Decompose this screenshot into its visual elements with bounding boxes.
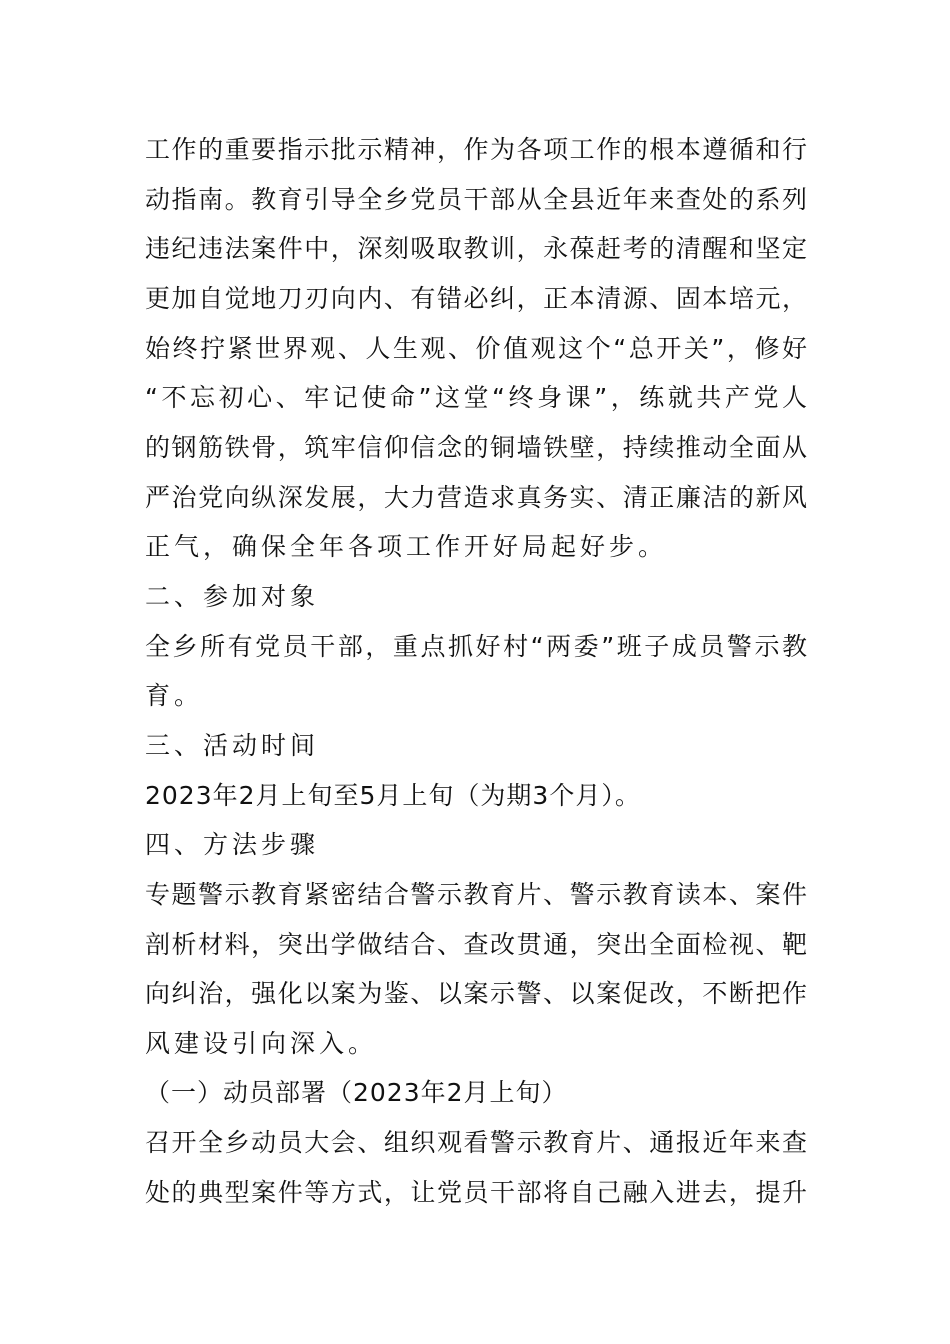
paragraph-line: 的钢筋铁骨，筑牢信仰信念的铜墙铁壁，持续推动全面从: [145, 433, 807, 462]
section-heading: 二、参加对象: [145, 582, 320, 611]
paragraph-line: 严治党向纵深发展，大力营造求真务实、清正廉洁的新风: [145, 483, 807, 512]
paragraph-line: 处的典型案件等方式，让党员干部将自己融入进去，提升: [145, 1178, 807, 1207]
subsection-heading: （一）动员部署（2023年2月上旬）: [145, 1078, 568, 1107]
paragraph-line: 始终拧紧世界观、人生观、价值观这个“总开关”，修好: [145, 334, 807, 363]
paragraph-line: 育。: [145, 681, 204, 710]
paragraph-line: 全乡所有党员干部，重点抓好村“两委”班子成员警示教: [145, 632, 807, 661]
paragraph-line: 正气，确保全年各项工作开好局起好步。: [145, 532, 668, 561]
paragraph-line: 向纠治，强化以案为鉴、以案示警、以案促改，不断把作: [145, 979, 807, 1008]
paragraph-line: “不忘初心、牢记使命”这堂“终身课”，练就共产党人: [145, 383, 807, 412]
paragraph-line: 违纪违法案件中，深刻吸取教训，永葆赶考的清醒和坚定: [145, 234, 807, 263]
paragraph-line: 动指南。教育引导全乡党员干部从全县近年来查处的系列: [145, 185, 807, 214]
paragraph-line: 召开全乡动员大会、组织观看警示教育片、通报近年来查: [145, 1128, 807, 1157]
paragraph-line: 剖析材料，突出学做结合、查改贯通，突出全面检视、靶: [145, 930, 807, 959]
section-heading: 四、方法步骤: [145, 830, 320, 859]
section-heading: 三、活动时间: [145, 731, 320, 760]
paragraph-line: 2023年2月上旬至5月上旬（为期3个月）。: [145, 781, 641, 810]
paragraph-line: 工作的重要指示批示精神，作为各项工作的根本遵循和行: [145, 135, 807, 164]
paragraph-line: 更加自觉地刀刃向内、有错必纠，正本清源、固本培元，: [145, 284, 807, 313]
paragraph-line: 风建设引向深入。: [145, 1029, 378, 1058]
paragraph-line: 专题警示教育紧密结合警示教育片、警示教育读本、案件: [145, 880, 807, 909]
